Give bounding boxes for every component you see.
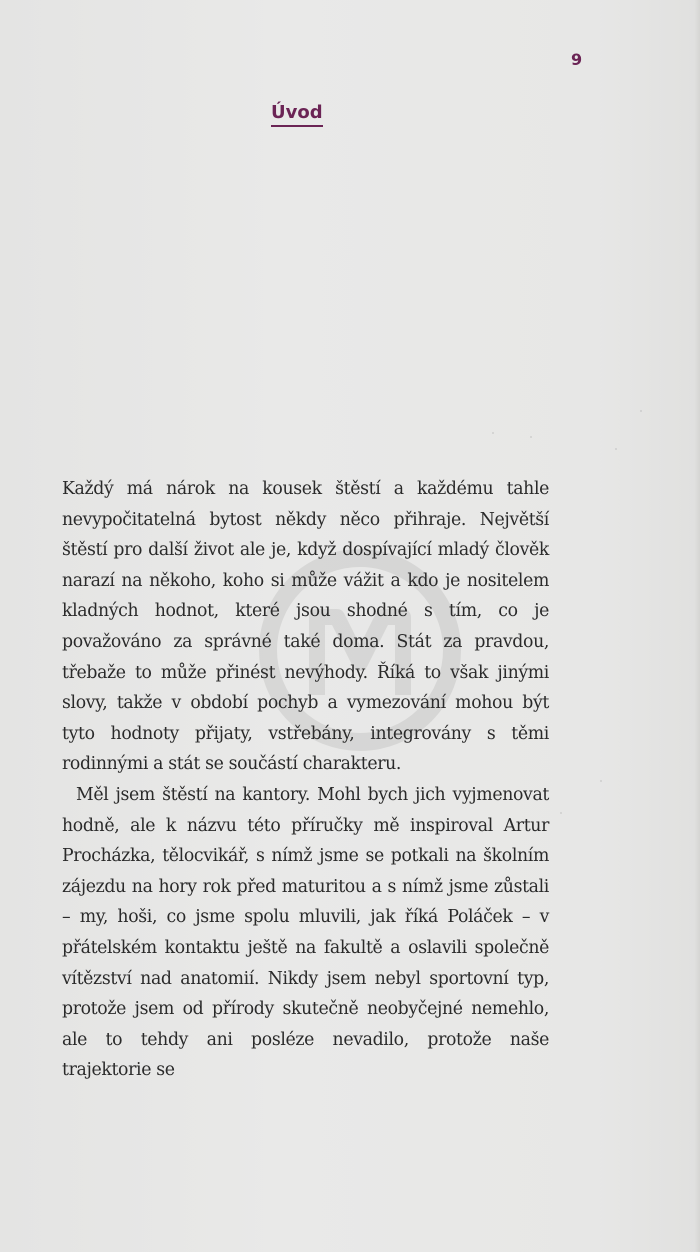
paragraph: Každý má nárok na kousek štěstí a každému tahle nevypočitatelná bytost někdy něco přihraje. Největší štěstí pro další život ale je, když dospívající mladý člověk narazí na někoho, koho si může vážit a kdo je nositelem kladných hodnot, které jsou shodné s tím, co je považováno za správné také doma. Stát za pravdou, třebaže to může přinést nevýhody. Říká to však jinými slovy, takže v období pochyb a vymezování mohou být tyto hodnoty přijaty, vstřebány, integrovány s těmi rodinnými a stát se součástí charakteru. [62, 479, 549, 775]
paper-speckle [600, 780, 602, 782]
paper-speckle [560, 812, 562, 814]
page-number: 9 [571, 50, 583, 69]
page-edge-shadow [694, 0, 700, 1252]
paper-speckle [615, 448, 617, 450]
paragraph: Měl jsem štěstí na kantory. Mohl bych jich vyjmenovat hodně, ale k názvu této příručky mě inspiroval Artur Procházka, tělocvikář, s nímž jsme se potkali na školním zájezdu na hory rok před maturitou a s nímž jsme zůstali – my, hoši, co jsme spolu mluvili, jak říká Poláček – v přátelském kontaktu ještě na fakultě a oslavili společně vítězství nad anatomií. Nikdy jsem nebyl sportovní typ, protože jsem od přírody skutečně neobyčejné nemehlo, ale to tehdy ani posléze nevadilo, protože naše trajektorie se [62, 784, 549, 1081]
body-text [62, 474, 549, 1086]
paper-speckle [492, 432, 494, 434]
paper-speckle [640, 410, 642, 412]
paper-speckle [530, 436, 532, 438]
chapter-title: Úvod [271, 102, 323, 127]
